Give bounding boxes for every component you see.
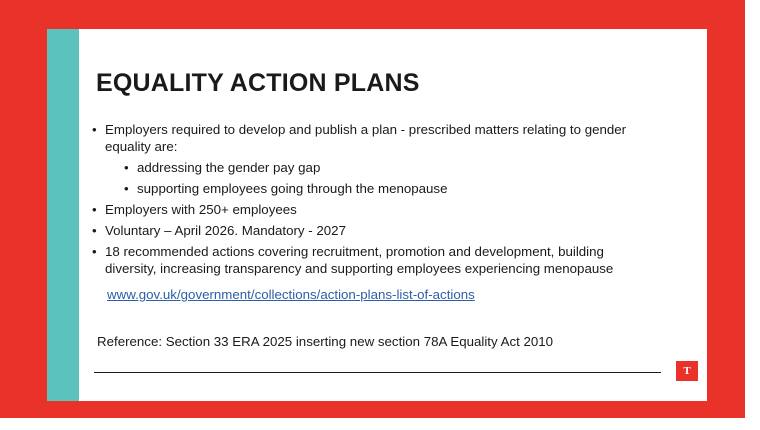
page-title: EQUALITY ACTION PLANS: [96, 69, 420, 97]
external-link-row[interactable]: [107, 287, 475, 302]
slide-canvas: [47, 29, 707, 401]
list-item: • supporting employees going through the menopause: [123, 180, 651, 197]
logo-mark: T: [683, 364, 691, 377]
footer-divider: [94, 372, 661, 373]
list-item: • Employers with 250+ employees: [91, 201, 651, 218]
logo-badge: [676, 361, 698, 381]
reference-note: Reference: Section 33 ERA 2025 inserting new section 78A Equality Act 2010: [97, 334, 554, 349]
list-item: • 18 recommended actions covering recruitment, promotion and development, building diversity, increasing transparency and supporting employees experiencing menopause: [91, 243, 651, 277]
list-item: • Employers required to develop and publish a plan - prescribed matters relating to gender equality are:: [91, 121, 651, 155]
teal-accent-bar: [47, 29, 79, 401]
gov-uk-link[interactable]: www.gov.uk/government/collections/action-plans-list-of-actions: [107, 287, 475, 302]
list-item: • Voluntary – April 2026. Mandatory - 2027: [91, 222, 651, 239]
list-item: • addressing the gender pay gap: [123, 159, 651, 176]
bullet-list: [91, 121, 651, 281]
